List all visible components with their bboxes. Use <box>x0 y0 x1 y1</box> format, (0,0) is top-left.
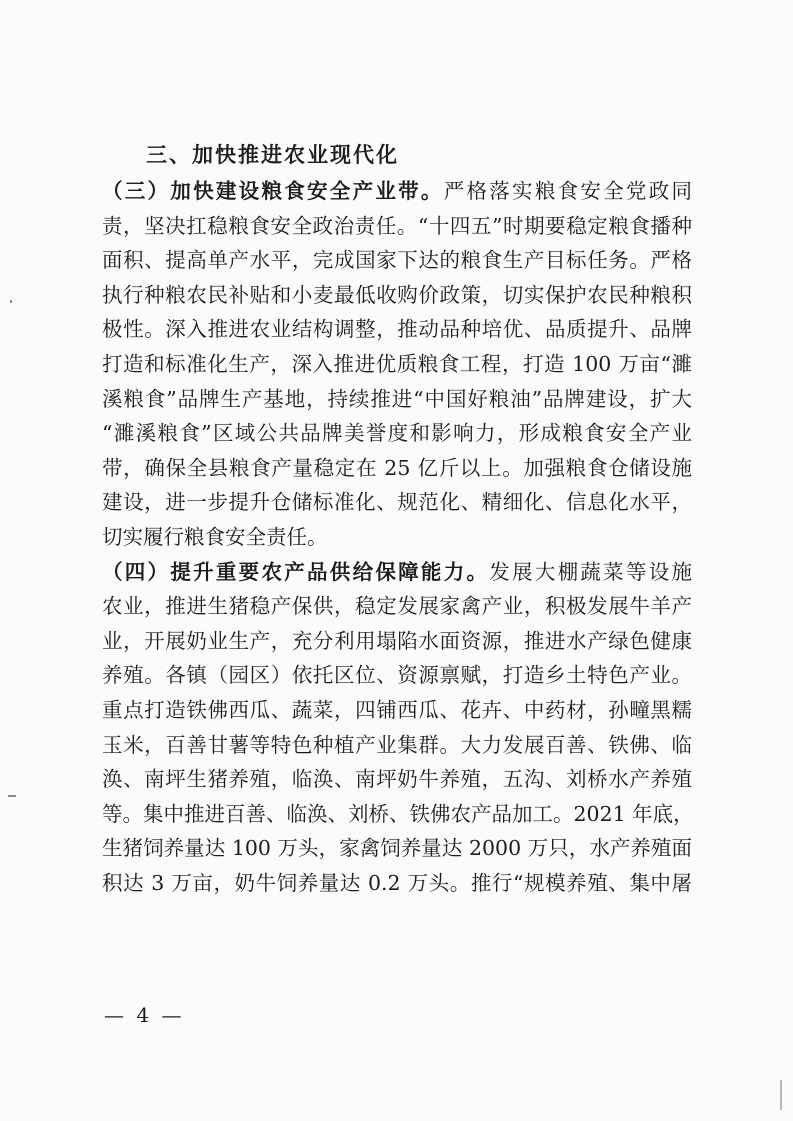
text-line <box>102 174 692 209</box>
body-text <box>102 174 692 900</box>
text-run: 养殖。各镇（园区）依托区位、资源禀赋，打造乡土特色产业。 <box>102 663 692 688</box>
scan-mark <box>780 1080 782 1110</box>
text-line <box>102 693 692 728</box>
text-line <box>102 589 692 624</box>
scan-mark <box>8 795 16 797</box>
text-run: 重点打造铁佛西瓜、蔬菜，四铺西瓜、花卉、中药材，孙疃黑糯 <box>102 697 692 722</box>
text-line <box>102 797 692 832</box>
page-number: — 4 — <box>104 1003 185 1027</box>
section-heading: 三、加快推进农业现代化 <box>146 143 399 167</box>
text-line <box>102 209 692 244</box>
text-line <box>102 347 692 382</box>
text-run: 极性。深入推进农业结构调整，推动品种培优、品质提升、品牌 <box>102 317 692 342</box>
text-line <box>102 728 692 763</box>
text-run: 面积、提高单产水平，完成国家下达的粮食生产目标任务。严格 <box>102 248 692 273</box>
text-line <box>102 382 692 417</box>
text-run: 生猪饲养量达 100 万头，家禽饲养量达 2000 万只，水产养殖面 <box>102 836 692 861</box>
scan-mark <box>10 300 12 303</box>
text-run: 建设，进一步提升仓储标准化、规范化、精细化、信息化水平， <box>102 490 692 515</box>
text-line <box>102 831 692 866</box>
paragraph-lead-heading: （三）加快建设粮食安全产业带。 <box>102 179 444 203</box>
text-run: 执行种粮农民补贴和小麦最低收购价政策，切实保护农民种粮积 <box>102 282 692 307</box>
text-run: 严格落实粮食安全党政同 <box>443 179 693 203</box>
text-line <box>102 866 692 901</box>
text-line <box>102 416 692 451</box>
text-run: “濉溪粮食”区域公共品牌美誉度和影响力，形成粮食安全产业 <box>102 421 692 446</box>
text-line <box>102 243 692 278</box>
text-line <box>102 485 692 520</box>
text-run: 发展大棚蔬菜等设施 <box>489 559 693 584</box>
paragraph-lead-heading: （四）提升重要农产品供给保障能力。 <box>102 559 490 584</box>
text-run: 玉米，百善甘薯等特色种植产业集群。大力发展百善、铁佛、临 <box>102 732 692 757</box>
text-line <box>102 658 692 693</box>
text-run: 农业，推进生猪稳产保供，稳定发展家禽产业，积极发展牛羊产 <box>102 594 692 619</box>
text-line <box>102 555 692 590</box>
text-run: 积达 3 万亩，奶牛饲养量达 0.2 万头。推行“规模养殖、集中屠 <box>102 870 692 895</box>
text-run: 责，坚决扛稳粮食安全政治责任。“十四五”时期要稳定粮食播种 <box>102 213 692 238</box>
text-line <box>102 278 692 313</box>
text-line <box>102 762 692 797</box>
text-run: 业，开展奶业生产，充分利用塌陷水面资源，推进水产绿色健康 <box>102 628 692 653</box>
text-run: 等。集中推进百善、临涣、刘桥、铁佛农产品加工。2021 年底， <box>102 801 694 826</box>
text-line <box>102 624 692 659</box>
text-line <box>102 520 692 555</box>
text-run: 涣、南坪生猪养殖，临涣、南坪奶牛养殖，五沟、刘桥水产养殖 <box>102 767 692 792</box>
text-run: 切实履行粮食安全责任。 <box>102 524 328 549</box>
text-run: 带，确保全县粮食产量稳定在 25 亿斤以上。加强粮食仓储设施 <box>102 455 692 480</box>
text-line <box>102 451 692 486</box>
text-run: 打造和标准化生产，深入推进优质粮食工程，打造 100 万亩“濉 <box>102 351 692 376</box>
text-line <box>102 312 692 347</box>
text-run: 溪粮食”品牌生产基地，持续推进“中国好粮油”品牌建设，扩大 <box>102 386 692 411</box>
